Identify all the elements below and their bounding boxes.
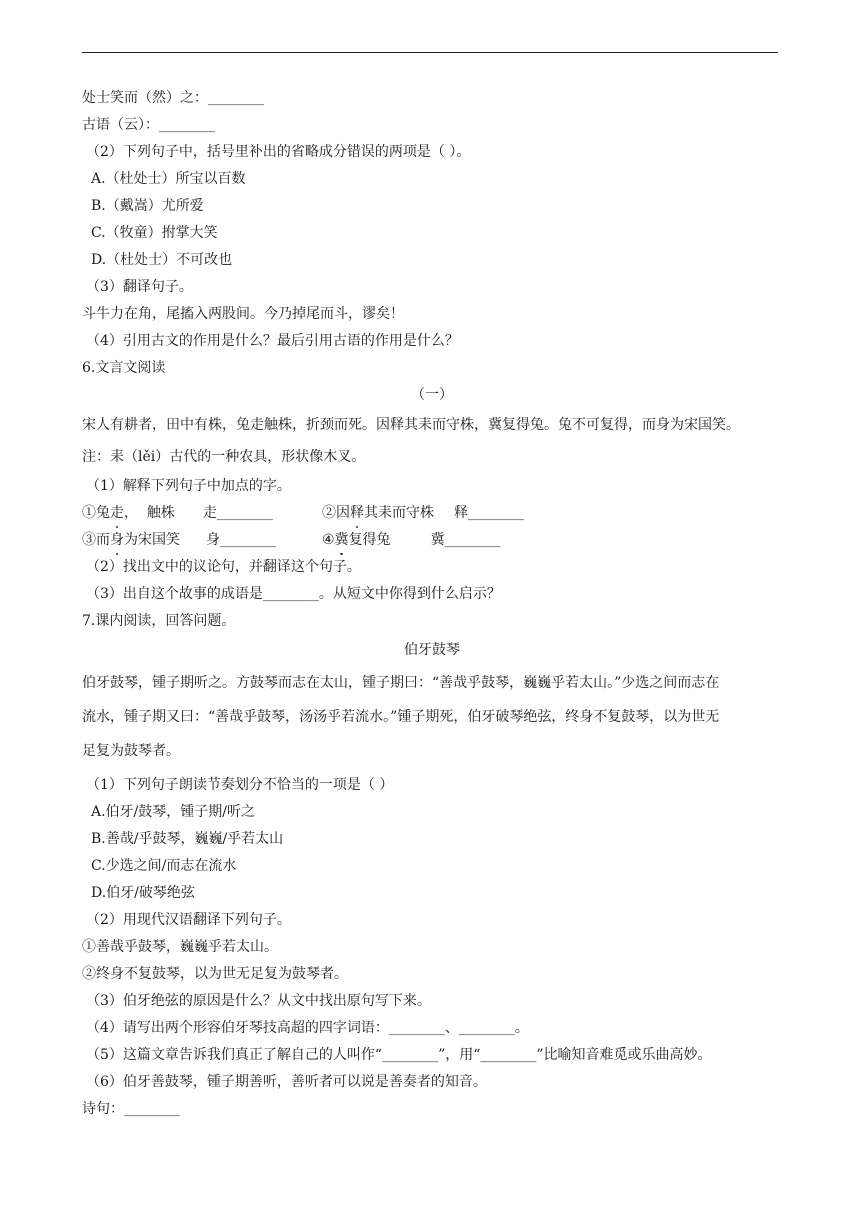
q5-sub2-stem: （2）下列句子中，括号里补出的省略成分错误的两项是（ ）。 (86, 144, 471, 160)
q6-word-item-2 (322, 500, 524, 527)
q6-word-2-suffix: 其耒而守株 (364, 505, 434, 521)
q6-title: 6.文言文阅读 (82, 360, 166, 376)
q7-sub2-stem: （2）用现代汉语翻译下列句子。 (86, 912, 291, 928)
q6-word-2-dotted: 释 (350, 500, 364, 527)
q5-fill-2: 古语（云）：________ (82, 117, 215, 133)
q6-word-1-suffix: ， 触株 (124, 505, 175, 521)
q6-word-1-blank: 走________ (202, 505, 273, 521)
q6-note: 注：耒（lěi）古代的一种农具，形状像木叉。 (82, 449, 366, 465)
q6-word-3-suffix: 为宋国笑 (124, 532, 180, 548)
q6-word-3-prefix: ③而 (82, 532, 110, 548)
q5-fill-1: 处士笑而（然）之：________ (82, 90, 264, 106)
q7-sub6-stem: （6）伯牙善鼓琴，锺子期善听，善听者可以说是善奏者的知音。 (86, 1074, 487, 1090)
q7-sub1-option-c: C.少选之间/而志在流水 (91, 858, 237, 874)
q7-sub2-item-1: ①善哉乎鼓琴，巍巍乎若太山。 (82, 939, 278, 955)
q7-sub5-stem: （5）这篇文章告诉我们真正了解自己的人叫作“________”，用“________”比喻知音难觅或乐曲高妙。 (86, 1047, 712, 1063)
q7-poem-line: 诗句：________ (82, 1101, 180, 1117)
page-content (82, 85, 782, 1123)
q6-word-4-dotted: 冀 (335, 527, 349, 554)
q7-passage-line-3: 足复为鼓琴者。 (82, 743, 180, 759)
q6-word-1-prefix: ①兔 (82, 505, 110, 521)
q7-sub1-option-b: B.善哉/乎鼓琴，巍巍/乎若太山 (91, 831, 284, 847)
header-rule (82, 52, 778, 53)
q7-title: 7.课内阅读，回答问题。 (82, 613, 236, 629)
q7-sub1-option-d: D.伯牙/破琴绝弦 (91, 885, 195, 901)
q5-sub2-option-b: B.（戴嵩）尤所爱 (91, 198, 204, 214)
q7-passage-title: 伯牙鼓琴 (404, 642, 460, 658)
q6-word-item-1 (82, 500, 322, 527)
q5-sub2-option-c: C.（牧童）拊掌大笑 (91, 225, 218, 241)
q6-word-row-2 (82, 527, 782, 554)
q6-word-row-1 (82, 500, 782, 527)
q6-word-1-dotted: 走 (110, 500, 124, 527)
q7-passage (82, 666, 782, 768)
q6-word-item-4 (322, 527, 501, 554)
q5-sub2-option-a: A.（杜处士）所宝以百数 (91, 171, 246, 187)
q5-sub3-stem: （3）翻译句子。 (86, 279, 193, 295)
q6-section-label: （一） (411, 387, 453, 403)
q6-word-4-prefix: ④ (322, 532, 335, 548)
q6-word-4-suffix: 复得兔 (348, 532, 391, 548)
q6-word-item-3 (82, 527, 322, 554)
q6-word-2-blank: 释________ (454, 505, 524, 521)
q7-sub2-item-2: ②终身不复鼓琴，以为世无足复为鼓琴者。 (82, 966, 348, 982)
q7-sub1-stem: （1）下列句子朗读节奏划分不恰当的一项是（ ） (86, 777, 394, 793)
q6-sub1-stem: （1）解释下列句子中加点的字。 (86, 478, 291, 494)
q7-passage-line-1: 伯牙鼓琴，锺子期听之。方鼓琴而志在太山，锺子期曰：“善哉乎鼓琴，巍巍乎若太山。”少选之间而志在 (82, 675, 720, 691)
q6-word-2-prefix: ②因 (322, 505, 350, 521)
q5-sub3-sentence: 斗牛力在角，尾搐入两股间。今乃掉尾而斗，谬矣！ (82, 306, 404, 322)
q6-passage: 宋人有耕者，田中有株，兔走触株，折颈而死。因释其耒而守株，冀复得兔。兔不可复得，而身为宋国笑。 (82, 417, 740, 433)
q7-passage-line-2: 流水，锺子期又曰：“善哉乎鼓琴，汤汤乎若流水。”锺子期死，伯牙破琴绝弦，终身不复鼓琴，以为世无 (82, 709, 720, 725)
q7-sub1-option-a: A.伯牙/鼓琴，锺子期/听之 (91, 804, 255, 820)
q7-sub4-stem: （4）请写出两个形容伯牙琴技高超的四字词语：________、________。 (86, 1020, 529, 1036)
q6-sub2-stem: （2）找出文中的议论句，并翻译这个句子。 (86, 559, 361, 575)
q6-sub3-stem: （3）出自这个故事的成语是________。从短文中你得到什么启示？ (86, 586, 501, 602)
q6-word-3-dotted: 身 (110, 527, 124, 554)
q5-sub4-stem: （4）引用古文的作用是什么？最后引用古语的作用是什么？ (86, 333, 459, 349)
q5-sub2-option-d: D.（杜处士）不可改也 (91, 252, 233, 268)
q6-word-4-blank: 冀________ (430, 532, 501, 548)
q7-sub3-stem: （3）伯牙绝弦的原因是什么？从文中找出原句写下来。 (86, 993, 431, 1009)
q6-word-3-blank: 身________ (206, 532, 276, 548)
